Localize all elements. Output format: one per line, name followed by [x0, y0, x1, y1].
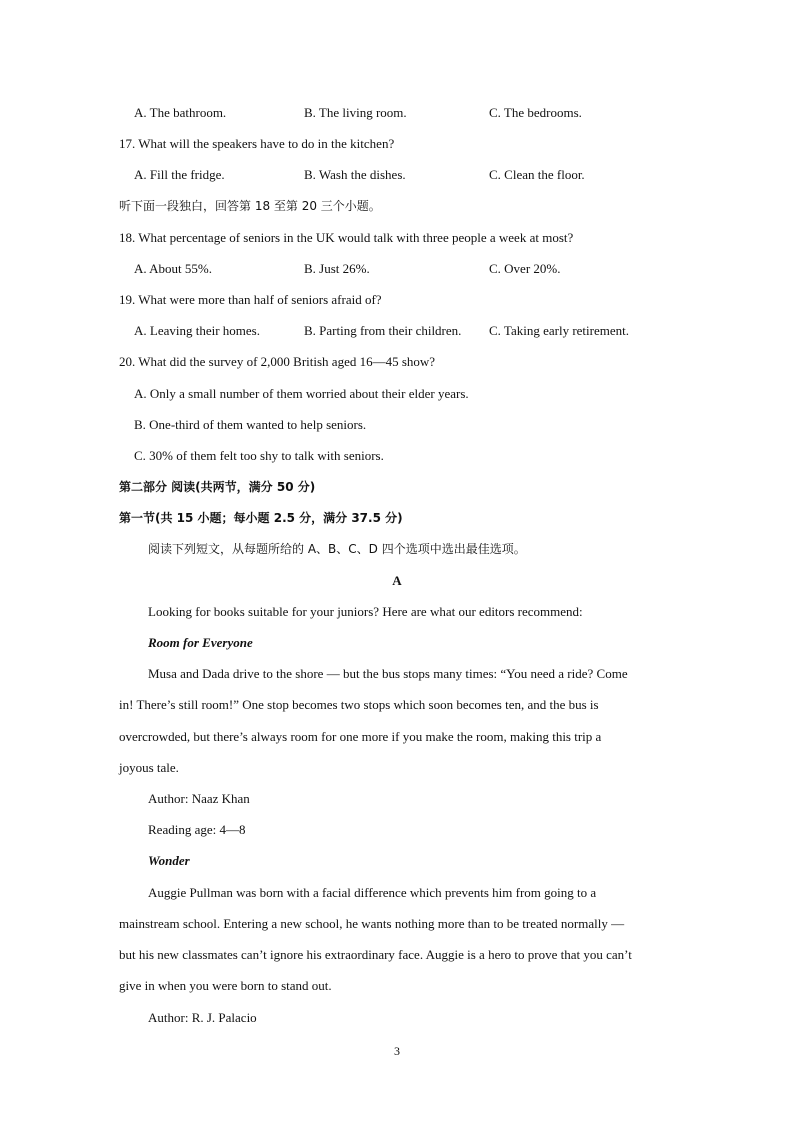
q18-option-b: B. Just 26%. [304, 261, 370, 276]
q16-option-b: B. The living room. [304, 105, 407, 120]
q17-option-b: B. Wash the dishes. [304, 167, 406, 182]
q17-option-a: A. Fill the fridge. [134, 167, 225, 182]
q20-option-c: C. 30% of them felt too shy to talk with seniors. [134, 448, 384, 463]
book1-line: Musa and Dada drive to the shore — but the bus stops many times: “You need a ride? Come [148, 666, 628, 681]
book1-title: Room for Everyone [148, 635, 253, 650]
book2-line: Auggie Pullman was born with a facial difference which prevents him from going to a [148, 885, 597, 900]
book1-reading-age: Reading age: 4—8 [148, 822, 246, 837]
q20-option-b: B. One-third of them wanted to help seniors. [134, 417, 367, 432]
q20-stem: 20. What did the survey of 2,000 British aged 16—45 show? [119, 354, 436, 369]
book1-line: in! There’s still room!” One stop becomes two stops which soon becomes ten, and the bus is [119, 697, 599, 712]
q18-option-c: C. Over 20%. [489, 261, 561, 276]
q18-option-a: A. About 55%. [134, 261, 212, 276]
book1-line: overcrowded, but there’s always room for one more if you make the room, making this trip a [119, 729, 602, 744]
q19-stem: 19. What were more than half of seniors afraid of? [119, 292, 382, 307]
passage-intro: Looking for books suitable for your juniors? Here are what our editors recommend: [148, 604, 583, 619]
book2-line: give in when you were born to stand out. [119, 978, 332, 993]
monologue-instruction: 听下面一段独白，回答第 18 至第 20 三个小题。 [119, 199, 381, 213]
q17-stem: 17. What will the speakers have to do in the kitchen? [119, 136, 395, 151]
q16-option-a: A. The bathroom. [134, 105, 227, 120]
q20-option-a: A. Only a small number of them worried about their elder years. [134, 386, 469, 401]
reading-instruction: 阅读下列短文，从每题所给的 A、B、C、D 四个选项中选出最佳选项。 [148, 542, 526, 556]
book2-title: Wonder [148, 853, 190, 868]
book2-author: Author: R. J. Palacio [148, 1010, 257, 1025]
q18-stem: 18. What percentage of seniors in the UK would talk with three people a week at most? [119, 230, 574, 245]
q16-option-c: C. The bedrooms. [489, 105, 582, 120]
book1-line: joyous tale. [119, 760, 179, 775]
q19-option-a: A. Leaving their homes. [134, 323, 260, 338]
q19-option-b: B. Parting from their children. [304, 323, 462, 338]
book2-line: but his new classmates can’t ignore his extraordinary face. Auggie is a hero to prove that you can’t [119, 947, 632, 962]
page-number: 3 [394, 1044, 400, 1058]
q19-option-c: C. Taking early retirement. [489, 323, 629, 338]
book2-line: mainstream school. Entering a new school, he wants nothing more than to be treated normally — [119, 916, 625, 931]
q17-option-c: C. Clean the floor. [489, 167, 585, 182]
section1-heading: 第一节(共 15 小题；每小题 2.5 分，满分 37.5 分) [119, 511, 403, 525]
passage-label: A [392, 573, 402, 588]
part2-heading: 第二部分 阅读(共两节，满分 50 分) [119, 480, 316, 494]
book1-author: Author: Naaz Khan [148, 791, 250, 806]
